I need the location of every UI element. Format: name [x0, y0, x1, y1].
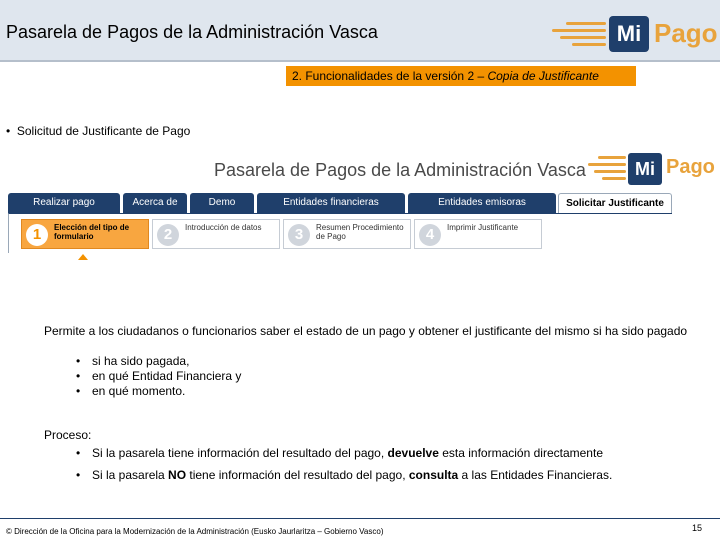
bullet-item: • en qué momento.: [76, 384, 241, 399]
header-band: [0, 0, 720, 60]
proceso-item-1-b: devuelve: [387, 446, 439, 460]
mipago-logo: [552, 14, 718, 54]
proceso-item-2-a: Si la pasarela: [92, 468, 169, 482]
bullet-item: • en qué Entidad Financiera y: [76, 369, 241, 384]
step-4-label: Imprimir Justificante: [447, 223, 519, 232]
step-1-number: 1: [26, 224, 48, 246]
section-bullet-mark: •: [6, 124, 11, 138]
header-divider: [0, 60, 720, 62]
tab-demo[interactable]: Demo: [190, 193, 254, 213]
proceso-item-2-e: a las Entidades Financieras.: [458, 468, 613, 482]
subtitle-prefix: 2. Funcionalidades de la versión 2 –: [292, 69, 488, 83]
page-number: 15: [692, 523, 703, 533]
embedded-logo: [588, 150, 715, 190]
subtitle-text: [292, 69, 599, 83]
embedded-logo-mark: Mi: [628, 153, 662, 185]
footer-divider: [0, 518, 720, 519]
footer-copyright: © Dirección de la Oficina para la Modernización de la Administración (Eusko Jaurlaritza – Gobierno Vasco): [6, 527, 384, 536]
tab-entidades-financieras[interactable]: Entidades financieras: [257, 193, 405, 213]
steps-panel: [8, 213, 672, 253]
proceso-label: Proceso:: [44, 428, 92, 442]
logo-word: Pago: [654, 18, 718, 48]
embedded-logo-word: Pago: [666, 156, 715, 178]
description-text: Permite a los ciudadanos o funcionarios saber el estado de un pago y obtener el justificante del mismo si ha sido pagado: [44, 324, 688, 338]
proceso-item-1-c: esta información directamente: [438, 446, 603, 460]
tab-solicitar-justificante[interactable]: Solicitar Justificante: [558, 193, 672, 213]
step-2: [152, 219, 280, 249]
logo-speed-lines: [552, 20, 606, 48]
logo-mark: Mi: [609, 16, 649, 52]
step-2-number: 2: [157, 224, 179, 246]
step-3-label: Resumen Procedimiento de Pago: [316, 223, 404, 241]
proceso-item-1: [76, 446, 603, 460]
step-4: [414, 219, 542, 249]
step-3-number: 3: [288, 224, 310, 246]
bullet-item: • si ha sido pagada,: [76, 354, 241, 369]
tab-entidades-emisoras[interactable]: Entidades emisoras: [408, 193, 556, 213]
subtitle-italic: Copia de Justificante: [487, 69, 599, 83]
proceso-item-2-b: NO: [168, 468, 187, 482]
section-heading: [6, 124, 190, 138]
proceso-item-1-a: Si la pasarela tiene información del resultado del pago,: [92, 446, 388, 460]
section-label: Solicitud de Justificante de Pago: [16, 124, 191, 138]
proceso-item-2-d: consulta: [408, 468, 459, 482]
tab-realizar-pago[interactable]: Realizar pago: [8, 193, 120, 213]
tab-acerca-de[interactable]: Acerca de: [123, 193, 187, 213]
step-1: [21, 219, 149, 249]
embedded-tabbar: [8, 193, 672, 213]
proceso-item-2-c: tiene información del resultado del pago,: [186, 468, 409, 482]
step-4-number: 4: [419, 224, 441, 246]
subtitle-bar: [286, 66, 636, 86]
embedded-screenshot: [8, 150, 715, 265]
page-title: Pasarela de Pagos de la Administración Vasca: [6, 22, 378, 42]
step-1-label: Elección del tipo de formulario: [54, 223, 130, 241]
embedded-title: Pasarela de Pagos de la Administración Vasca: [214, 160, 586, 180]
step-2-label: Introducción de datos: [185, 223, 262, 232]
step-pointer-icon: [78, 254, 88, 260]
step-3: [283, 219, 411, 249]
proceso-item-2: [76, 468, 612, 482]
status-bullet-list: [76, 354, 241, 399]
